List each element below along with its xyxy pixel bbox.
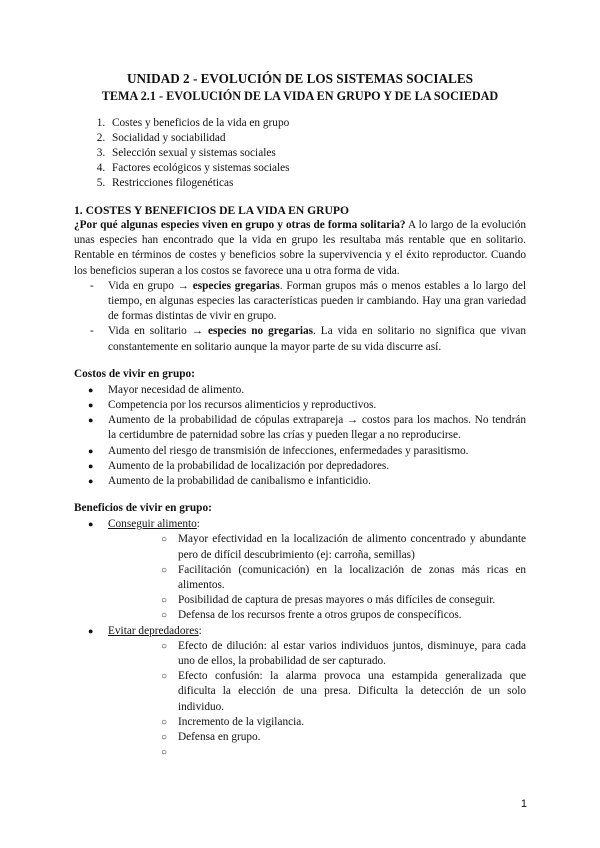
section-heading: 1. COSTES Y BENEFICIOS DE LA VIDA EN GRUPO [74,204,349,217]
circle-marker: ○ [161,564,168,576]
benefits-list [74,517,526,760]
circle-marker: ○ [161,595,168,607]
sublist [108,532,526,623]
costs-list [74,383,526,489]
topic-title: TEMA 2.1 - EVOLUCIÓN DE LA VIDA EN GRUPO Y DE LA SOCIEDAD [101,89,499,103]
list-item [74,279,526,325]
circle-marker: ○ [161,640,168,652]
item-text: Aumento de la probabilidad de cópulas extrapareja → costos para los machos. No tendrán la certidumbre de paternidad sobre las crías y pueden llegar a no reproducirse. [108,414,526,442]
sublist-item [108,608,526,623]
dash-marker: - [90,279,94,292]
item-text: Defensa en grupo. [178,731,261,744]
item-suffix: : [198,624,202,637]
item-text: . La vida en solitario no significa que vivan constantemente en solitario aunque la mayor parte de su vida discurre así. [108,325,526,353]
intro-paragraph [74,218,526,279]
item-text: Defensa de los recursos frente a otros grupos de conspecíficos. [178,609,462,622]
bullet-marker: ● [88,476,94,487]
list-item [74,398,526,413]
bullet-marker: ● [88,384,94,395]
toc-item: 3. Selección sexual y sistemas sociales [108,146,526,161]
toc-item: 5. Restricciones filogenéticas [108,176,526,191]
list-item [74,517,526,623]
sublist-item [108,715,526,730]
item-text: Efecto confusión: la alarma provoca una estampida generalizada que dificulta la elección de una presa. Dificulta la detección de un solo individuo. [178,670,526,713]
circle-marker: ○ [161,534,168,546]
bullet-marker: ● [88,625,94,636]
item-text: . Forman grupos más o menos estables a lo largo del tiempo, en algunas especies las características pueden ir cambiando. Hay una gran variedad de formas distintas de vivir en grupo. [108,279,527,323]
benefits-heading: Beneficios de vivir en grupo: [74,502,212,515]
list-item [74,459,526,474]
list-item [74,383,526,398]
bullet-marker: ● [88,445,94,456]
item-text: Mayor necesidad de alimento. [108,383,245,396]
toc-item: 1. Costes y beneficios de la vida en grupo [108,116,526,131]
item-lead: Vida en grupo → [108,279,193,292]
bullet-marker: ● [88,400,94,411]
bullet-marker: ● [88,460,94,471]
item-text: Posibilidad de captura de presas mayores o más difíciles de conseguir. [178,594,496,607]
list-item [74,474,526,489]
item-text: Competencia por los recursos alimenticios y reproductivos. [108,399,377,412]
list-item [74,324,526,354]
sublist-item [108,593,526,608]
costs-heading: Costos de vivir en grupo: [74,367,195,380]
item-term: especies gregarias [192,279,280,292]
table-of-contents [74,116,526,191]
page-number: 1 [520,798,527,810]
circle-marker: ○ [161,747,168,759]
item-text: Aumento del riesgo de transmisión de infecciones, enfermedades y parasitismo. [108,444,469,457]
circle-marker: ○ [161,671,168,683]
item-text: Efecto de dilución: al estar varios individuos juntos, disminuye, para cada uno de ellos, la probabilidad de ser capturado. [178,639,526,668]
bullet-marker: ● [88,415,94,426]
item-text: Mayor efectividad en la localización de alimento concentrado y abundante pero de difícil descubrimiento (ej: carroña, semillas) [178,533,526,561]
sublist-item [108,532,526,562]
toc-item: 4. Factores ecológicos y sistemas sociales [108,161,526,176]
list-item [74,413,526,443]
item-text: Incremento de la vigilancia. [178,715,305,728]
sublist-item [108,730,526,745]
sublist [108,639,526,761]
dash-marker: - [90,325,94,338]
item-label: Conseguir alimento [108,518,197,531]
toc-item: 2. Socialidad y sociabilidad [108,131,526,146]
item-label: Evitar depredadores [108,624,199,637]
item-lead: Vida en solitario → [108,325,208,338]
item-text: Aumento de la probabilidad de canibalismo e infanticidio. [108,475,371,488]
unit-title: UNIDAD 2 - EVOLUCIÓN DE LOS SISTEMAS SOCIALES [127,71,473,86]
bullet-marker: ● [88,519,94,530]
document-page [74,70,526,761]
item-text [178,746,181,758]
circle-marker: ○ [161,716,168,728]
list-item [74,624,526,761]
list-item [74,444,526,459]
item-text: Aumento de la probabilidad de localización por depredadores. [108,459,390,472]
circle-marker: ○ [161,610,168,622]
sublist-item [108,639,526,669]
sublist-item [108,563,526,593]
item-text: Facilitación (comunicación) en la localización de zonas más ricas en alimentos. [178,563,526,592]
intro-text: A lo largo de la evolución unas especies han encontrado que la vida en grupo les resultaba más rentable que en solitario. Rentable en términos de costes y beneficios sobre la supervivencia y el éxito reproductor. Cuando los beneficios superan a los costos se favorece una u otra forma de vida. [74,219,526,277]
sublist-item [108,669,526,715]
circle-marker: ○ [161,732,168,744]
sublist-item [108,745,526,760]
item-term: especies no gregarias [208,325,314,338]
item-suffix: : [196,518,200,531]
key-question: ¿Por qué algunas especies viven en grupo y otras de forma solitaria? [74,219,406,231]
lifestyle-list [74,279,526,355]
